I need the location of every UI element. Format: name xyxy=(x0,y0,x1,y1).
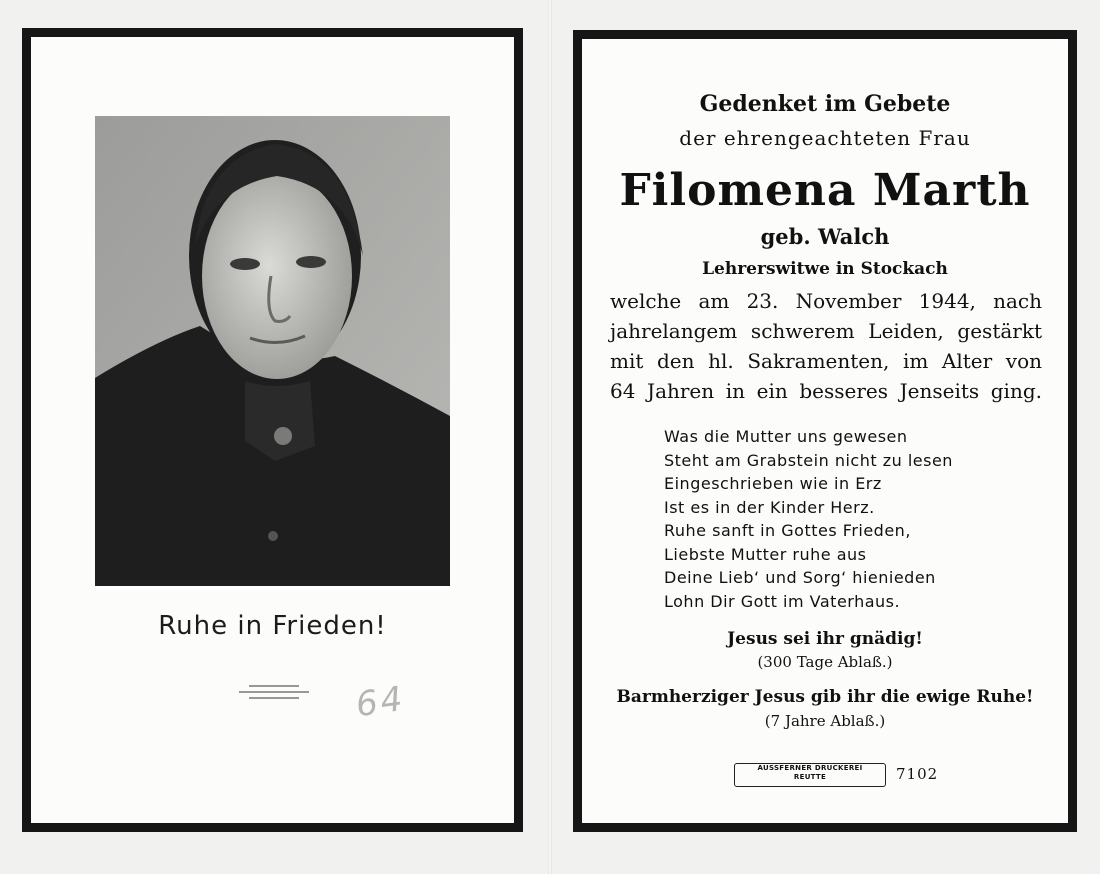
body-line: jahrelangem schwerem Leiden, gestärkt xyxy=(610,319,1042,343)
poem-line: Lohn Dir Gott im Vaterhaus. xyxy=(664,591,901,611)
poem-line: Eingeschrieben wie in Erz xyxy=(664,474,882,493)
right-panel xyxy=(573,30,1077,832)
poem-line: Ist es in der Kinder Herz. xyxy=(664,497,875,517)
rest-in-peace-caption: Ruhe in Frieden! xyxy=(158,611,387,641)
ornament-lines xyxy=(239,682,309,702)
poem-line: Deine Lieb‘ und Sorg‘ hienieden xyxy=(664,568,936,587)
header-line-1: Gedenket im Gebete xyxy=(699,91,951,117)
printer-stamp xyxy=(734,763,886,787)
role-line: Lehrerswitwe in Stockach xyxy=(702,259,948,279)
printer-town: REUTTE xyxy=(793,773,827,781)
portrait-photo xyxy=(95,116,450,586)
body-line: mit den hl. Sakramenten, im Alter von xyxy=(610,349,1042,373)
deceased-name: Filomena Marth xyxy=(619,165,1031,216)
poem-line: Liebste Mutter ruhe aus xyxy=(664,544,867,564)
card-fold xyxy=(548,0,552,874)
poem xyxy=(664,425,953,613)
prayer-line-1: Jesus sei ihr gnädig! xyxy=(727,629,923,649)
left-panel xyxy=(22,28,523,832)
body-line: 64 Jahren in ein besseres Jenseits ging. xyxy=(610,379,1042,403)
indulgence-line-1: (300 Tage Ablaß.) xyxy=(757,653,893,671)
header-line-2: der ehrengeachteten Frau xyxy=(679,126,971,150)
print-number: 7102 xyxy=(896,765,939,783)
handwritten-note: 64 xyxy=(353,678,408,726)
poem-line: Ruhe sanft in Gottes Frieden, xyxy=(664,521,911,540)
body-line: welche am 23. November 1944, nach xyxy=(610,289,1042,313)
prayer-line-2: Barmherziger Jesus gib ihr die ewige Ruhe! xyxy=(616,687,1034,707)
maiden-name: geb. Walch xyxy=(760,224,890,249)
printer-name: AUSSFERNER DRUCKEREI xyxy=(757,764,863,772)
poem-line: Steht am Grabstein nicht zu lesen xyxy=(664,450,953,470)
poem-line: Was die Mutter uns gewesen xyxy=(664,427,908,446)
indulgence-line-2: (7 Jahre Ablaß.) xyxy=(764,712,886,730)
